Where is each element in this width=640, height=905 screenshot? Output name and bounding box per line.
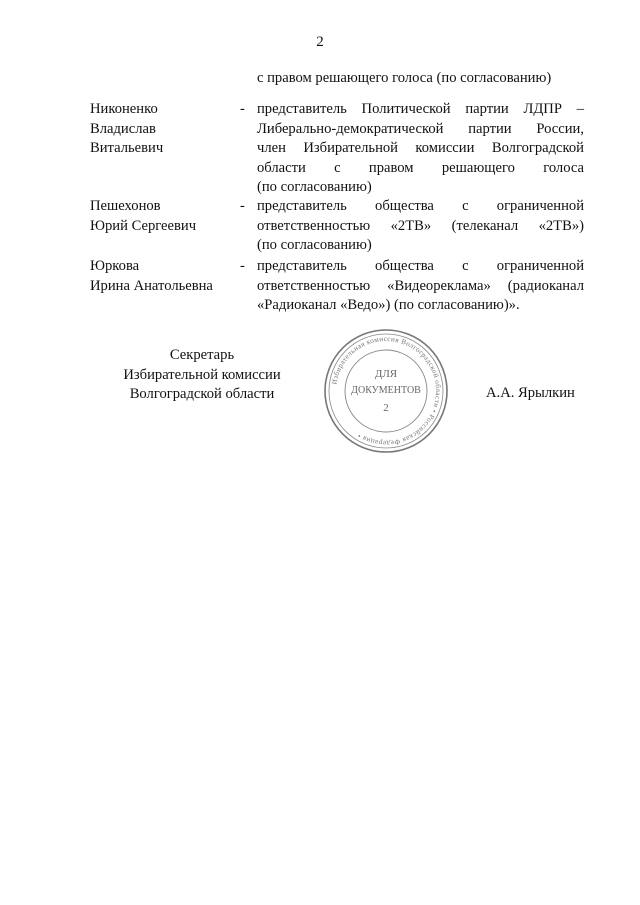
desc-line: области с правом решающего голоса: [257, 159, 584, 176]
member-description: [257, 100, 584, 198]
desc-line: представитель общества с ограниченной: [257, 198, 584, 214]
name-line: Юрий Сергеевич: [90, 217, 197, 234]
desc-line: (по согласованию): [257, 179, 372, 195]
desc-line: представитель общества с ограниченной: [257, 258, 584, 274]
desc-line: (по согласованию): [257, 237, 372, 253]
desc-line: представитель Политической партии ЛДПР –: [257, 101, 584, 117]
desc-line: ответственностью «Видеореклама» (радиоканал: [257, 277, 584, 294]
stamp-center-line: 2: [383, 402, 389, 414]
member-name: [90, 197, 230, 236]
dash: -: [240, 258, 245, 274]
desc-line: Либерально-демократической партии России,: [257, 120, 584, 137]
name-line: Никоненко: [90, 101, 158, 117]
desc-line: ответственностью «2ТВ» (телеканал «2ТВ»): [257, 217, 584, 234]
stamp-center-line: ДЛЯ: [374, 368, 398, 380]
name-line: Владислав: [90, 120, 156, 137]
member-description: [257, 197, 584, 256]
member-name: [90, 100, 230, 159]
member-name: [90, 257, 230, 296]
stamp-ring-text: Избирательная комиссия Волгоградской области • Российская Федерация •: [330, 334, 443, 448]
name-line: Ирина Анатольевна: [90, 277, 213, 294]
desc-line: член Избирательной комиссии Волгоградской: [257, 140, 584, 156]
dash: -: [240, 101, 245, 117]
continuation-line: с правом решающего голоса (по согласованию): [257, 70, 552, 86]
signatory-title-line: Секретарь: [169, 347, 235, 363]
stamp-center-line: ДОКУМЕНТОВ: [351, 385, 421, 396]
name-line: Пешехонов: [90, 198, 161, 214]
signatory-title-line: Волгоградской области: [129, 386, 275, 402]
member-description: [257, 257, 584, 316]
official-stamp: [322, 327, 450, 455]
name-line: Витальевич: [90, 140, 164, 156]
page-number: 2: [316, 34, 324, 50]
signatory-title-line: Избирательной комиссии: [123, 366, 281, 383]
signatory-title: [108, 346, 296, 405]
dash: -: [240, 198, 245, 214]
desc-line: «Радиоканал «Ведо») (по согласованию)».: [257, 297, 520, 313]
name-line: Юркова: [90, 258, 140, 274]
signatory-name: А.А. Ярылкин: [486, 385, 575, 401]
